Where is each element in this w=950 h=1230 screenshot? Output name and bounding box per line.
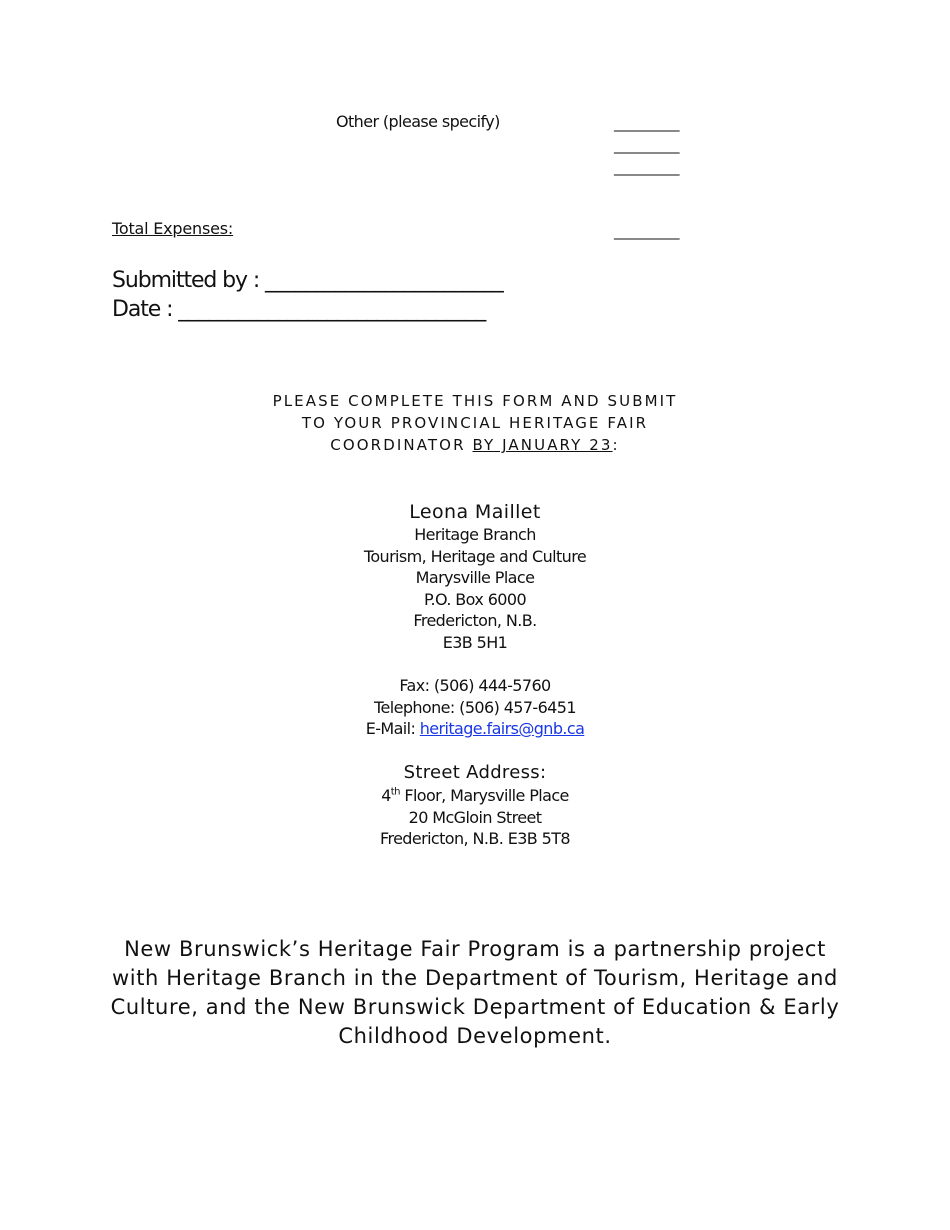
other-expense-blank-2: __________ bbox=[614, 138, 679, 154]
coordinator-contact-numbers bbox=[0, 675, 950, 740]
other-expense-blank-3: __________ bbox=[614, 160, 679, 176]
email-line bbox=[0, 718, 950, 740]
total-expenses-label: Total Expenses: bbox=[112, 219, 234, 238]
email-label: E-Mail: bbox=[365, 719, 420, 738]
submitted-by-line: Submitted by : ________________________ bbox=[112, 268, 503, 293]
po-box-line: P.O. Box 6000 bbox=[423, 589, 527, 609]
date-line: Date : _______________________________ bbox=[112, 297, 486, 322]
street-line: 20 McGloin Street bbox=[408, 807, 542, 827]
floor-ordinal: th bbox=[390, 786, 400, 798]
instruction-prefix: COORDINATOR bbox=[330, 436, 473, 454]
other-expense-blank-1: __________ bbox=[614, 116, 679, 132]
city-line: Fredericton, N.B. bbox=[413, 611, 537, 630]
street-address-block bbox=[0, 785, 950, 850]
floor-building: Floor, Marysville Place bbox=[399, 786, 569, 805]
total-expenses-blank: __________ bbox=[614, 224, 679, 240]
floor-line bbox=[0, 785, 950, 807]
floor-number: 4 bbox=[381, 786, 391, 805]
building-line: Marysville Place bbox=[415, 568, 535, 587]
email-link[interactable]: heritage.fairs@gnb.ca bbox=[419, 719, 585, 738]
instruction-suffix: : bbox=[612, 436, 620, 454]
postal-code-line: E3B 5H1 bbox=[442, 632, 508, 652]
coordinator-address bbox=[0, 524, 950, 653]
instruction-line-1: PLEASE COMPLETE THIS FORM AND SUBMIT bbox=[272, 392, 678, 410]
program-partnership-statement: New Brunswick’s Heritage Fair Program is a partnership project with Heritage Branch in the Department of Tourism, Heritage and Culture, and the New Brunswick Department of Education & Early Childhood Development. bbox=[110, 937, 840, 1048]
street-city-line: Fredericton, N.B. E3B 5T8 bbox=[380, 829, 570, 848]
deadline-text: BY JANUARY 23 bbox=[472, 436, 613, 454]
submission-instructions bbox=[0, 390, 950, 456]
branch-line: Heritage Branch bbox=[414, 525, 536, 544]
department-line: Tourism, Heritage and Culture bbox=[363, 546, 587, 566]
instruction-line-2: TO YOUR PROVINCIAL HERITAGE FAIR bbox=[301, 414, 649, 432]
street-address-heading: Street Address: bbox=[403, 762, 547, 783]
telephone-line: Telephone: (506) 457-6451 bbox=[374, 697, 576, 717]
fax-line: Fax: (506) 444-5760 bbox=[399, 676, 551, 695]
coordinator-name: Leona Maillet bbox=[409, 501, 541, 523]
instruction-line-3 bbox=[0, 434, 950, 456]
other-expense-label: Other (please specify) bbox=[336, 112, 500, 131]
